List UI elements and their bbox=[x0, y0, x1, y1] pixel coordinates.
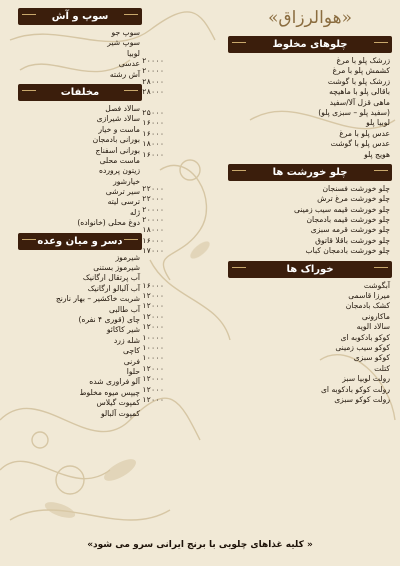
menu-item-name: آلو فراوری شده bbox=[89, 377, 140, 387]
menu-item-name: آب طالبی bbox=[109, 304, 140, 314]
menu-item-name: سوپ شیر bbox=[107, 38, 140, 48]
menu-item-row bbox=[142, 215, 392, 225]
menu-item-row bbox=[142, 353, 392, 363]
menu-item-name: باقالی پلو با ماهیچه bbox=[329, 87, 390, 97]
menu-item-row bbox=[18, 253, 142, 263]
menu-item-row bbox=[18, 156, 142, 166]
menu-item-row bbox=[142, 301, 392, 311]
menu-item-row bbox=[18, 377, 142, 387]
menu-item-price: ۱۲۰۰۰ bbox=[142, 384, 165, 394]
menu-item-row bbox=[142, 56, 392, 66]
menu-item-row bbox=[18, 409, 142, 419]
menu-item-price: ۲۲۰۰۰ bbox=[142, 183, 165, 193]
left-column bbox=[18, 4, 142, 419]
menu-item-row bbox=[18, 177, 142, 187]
section-title: چلو خورشت ها bbox=[228, 164, 392, 181]
menu-item-name: شیرموز bbox=[115, 252, 140, 262]
menu-item-price: ۲۸۰۰۰ bbox=[142, 87, 165, 97]
menu-item-name: ژله bbox=[129, 207, 140, 217]
menu-item-name: رولت کوکو بادکوبه ای bbox=[320, 384, 390, 394]
menu-item-row bbox=[18, 325, 142, 335]
menu-item-row bbox=[18, 59, 142, 69]
menu-item-price: ۱۶۰۰۰ bbox=[142, 128, 165, 138]
menu-item-price: ۲۸۰۰۰ bbox=[142, 76, 165, 86]
menu-item-row bbox=[18, 388, 142, 398]
menu-item-row bbox=[18, 187, 142, 197]
menu-item-price: ۱۷۰۰۰ bbox=[142, 246, 165, 256]
menu-item-name: چلو خورشت قیمه بادمجان bbox=[306, 215, 390, 225]
menu-item-price: ۱۰۰۰۰ bbox=[142, 353, 165, 363]
menu-item-name: ماکارونی bbox=[361, 311, 390, 321]
menu-item-row bbox=[18, 146, 142, 156]
menu-item-name: شربت خاکشیر – بهار نارنج bbox=[55, 294, 140, 304]
menu-item-row bbox=[18, 166, 142, 176]
menu-item-name: آبگوشت bbox=[363, 280, 390, 290]
menu-item-price: ۱۰۰۰۰ bbox=[142, 332, 165, 342]
menu-item-name: کاچی bbox=[123, 346, 140, 356]
menu-item-row bbox=[228, 98, 392, 108]
menu-item-row bbox=[142, 280, 392, 291]
menu-item-row bbox=[142, 149, 392, 160]
menu-item-name: آب آلبالو ارگانیک bbox=[87, 283, 140, 293]
menu-item-name: شله زرد bbox=[113, 335, 140, 345]
menu-item-price: ۱۶۰۰۰ bbox=[142, 235, 165, 245]
menu-item-name: آش رشته bbox=[109, 69, 140, 79]
menu-item-row bbox=[142, 235, 392, 246]
menu-item-price: ۲۰۰۰۰ bbox=[142, 204, 165, 214]
menu-item-name: شیر کاکائو bbox=[106, 325, 140, 335]
menu-item-price: ۲۵۰۰۰ bbox=[142, 107, 165, 117]
menu-item-name: آب پرتقال ارگانیک bbox=[82, 273, 140, 283]
menu-item-price: ۱۶۰۰۰ bbox=[142, 118, 165, 128]
right-column bbox=[142, 4, 392, 405]
menu-item-name: ماست و خیار bbox=[98, 124, 140, 134]
menu-item-name: (سفید پلو – سبزی پلو) bbox=[318, 107, 390, 117]
menu-item-price: ۱۸۰۰۰ bbox=[142, 139, 165, 149]
menu-item-name: کشمش پلو با مرغ bbox=[332, 66, 390, 76]
menu-item-name: عدس پلو با مرغ bbox=[339, 128, 390, 138]
menu-item-row bbox=[142, 66, 392, 76]
menu-item-price: ۱۲۰۰۰ bbox=[142, 301, 165, 311]
menu-item-row bbox=[142, 225, 392, 235]
menu-item-row bbox=[142, 118, 392, 128]
menu-item-name: رولت لوبیا سبز bbox=[342, 374, 390, 384]
menu-item-row bbox=[18, 38, 142, 48]
menu-item-row bbox=[142, 322, 392, 332]
menu-item-row bbox=[18, 305, 142, 315]
menu-item-name: لوبیا bbox=[127, 48, 140, 58]
menu-item-name: دوغ محلی (خانواده) bbox=[77, 218, 140, 228]
menu-item-name: چلو خورشت قرمه سبزی bbox=[310, 225, 390, 235]
section-title: خوراک ها bbox=[228, 261, 392, 278]
menu-item-name: لوبیا پلو bbox=[366, 118, 390, 128]
menu-item-price: ۱۲۰۰۰ bbox=[142, 311, 165, 321]
menu-item-name: میرزا قاسمی bbox=[348, 291, 390, 301]
menu-item-name: ترسی لیته bbox=[107, 197, 140, 207]
menu-item-name: بورانی اسفناج bbox=[95, 145, 140, 155]
menu-item-name: خیارشور bbox=[113, 176, 140, 186]
menu-item-name: زرشک پلو با گوشت bbox=[327, 76, 390, 86]
menu-title: «هوالرزاق» bbox=[268, 8, 352, 28]
menu-item-name: سوپ جو bbox=[111, 28, 140, 37]
menu-item-name: حلوا bbox=[126, 366, 140, 376]
menu-item-name: چیپس میوه مخلوط bbox=[79, 387, 140, 397]
menu-item-row bbox=[18, 294, 142, 304]
section-title: سوپ و آش bbox=[18, 8, 142, 25]
menu-item-row bbox=[18, 284, 142, 294]
menu-item-name: کوکو بادکوبه ای bbox=[340, 332, 390, 342]
menu-item-name: زرشک پلو با مرغ bbox=[336, 56, 390, 65]
menu-item-name: ماهی قزل آلا/سفید bbox=[329, 97, 390, 107]
menu-item-price: ۲۰۰۰۰ bbox=[142, 215, 165, 225]
menu-item-name: چلو خورشت قیمه سیب زمینی bbox=[293, 204, 390, 214]
menu-item-row bbox=[18, 114, 142, 124]
menu-item-name: عدسی bbox=[118, 59, 140, 69]
menu-item-price: ۱۲۰۰۰ bbox=[142, 394, 165, 404]
menu-item-row bbox=[18, 208, 142, 218]
menu-item-row bbox=[18, 104, 142, 114]
menu-item-name: کوکو سیب زمینی bbox=[335, 342, 390, 352]
menu-item-row bbox=[142, 363, 392, 374]
menu-item-row bbox=[142, 194, 392, 204]
menu-item-name: سالاد الویه bbox=[356, 322, 390, 332]
menu-item-row bbox=[142, 183, 392, 194]
section-title: چلوهای مخلوط bbox=[228, 36, 392, 53]
menu-item-row bbox=[18, 263, 142, 273]
menu-item-row bbox=[142, 139, 392, 149]
menu-item-row bbox=[18, 49, 142, 59]
menu-item-row bbox=[18, 367, 142, 377]
menu-item-price: ۱۲۰۰۰ bbox=[142, 322, 165, 332]
menu-item-name: کمپوت آلبالو bbox=[100, 408, 140, 418]
menu-item-price: ۱۰۰۰۰ bbox=[142, 342, 165, 352]
menu-item-name: کشک بادمجان bbox=[345, 301, 390, 311]
section-title: مخلفات bbox=[18, 84, 142, 101]
menu-item-name: هویج پلو bbox=[364, 149, 390, 159]
menu-item-row bbox=[18, 357, 142, 367]
menu-item-row bbox=[18, 398, 142, 408]
menu-item-row bbox=[18, 28, 142, 38]
menu-item-name: ماست محلی bbox=[99, 155, 140, 165]
menu-item-row bbox=[18, 70, 142, 80]
menu-item-price: ۱۶۰۰۰ bbox=[142, 149, 165, 159]
menu-item-row bbox=[18, 336, 142, 346]
menu-item-row bbox=[18, 315, 142, 325]
menu-item-name: سالاد فصل bbox=[105, 103, 140, 113]
menu-item-name: زیتون پرورده bbox=[99, 166, 140, 176]
menu-item-row bbox=[142, 128, 392, 139]
menu-item-price: ۱۲۰۰۰ bbox=[142, 363, 165, 373]
menu-item-row bbox=[18, 135, 142, 145]
menu-item-name: شیرموز بستنی bbox=[93, 263, 140, 273]
menu-item-name: کوکو سبزی bbox=[353, 353, 390, 363]
menu-item-name: سالاد شیرازی bbox=[96, 114, 140, 124]
menu-item-row bbox=[142, 394, 392, 405]
menu-item-row bbox=[142, 332, 392, 343]
menu-item-price: ۱۲۰۰۰ bbox=[142, 374, 165, 384]
menu-item-row bbox=[142, 246, 392, 256]
menu-item-name: چلو خورشت باقلا قاتوق bbox=[315, 235, 390, 245]
menu-item-row bbox=[142, 107, 392, 118]
footer-note: « کلیه غذاهای چلویی با برنج ایرانی سرو می شود» bbox=[87, 540, 313, 550]
menu-item-name: چلو خورشت فسنجان bbox=[322, 183, 390, 193]
menu-item-row bbox=[18, 125, 142, 135]
menu-item-price: ۱۲۰۰۰ bbox=[142, 291, 165, 301]
menu-item-price: ۱۸۰۰۰ bbox=[142, 225, 165, 235]
menu-item-name: سیر ترشی bbox=[105, 187, 140, 197]
menu-item-name: کمپوت گیلاس bbox=[96, 398, 140, 408]
menu-item-name: کتلت bbox=[374, 363, 390, 373]
menu-item-row bbox=[18, 197, 142, 207]
menu-item-name: فرنی bbox=[123, 356, 140, 366]
menu-item-name: چلو خورشت مرغ ترش bbox=[317, 194, 390, 204]
menu-item-row bbox=[142, 76, 392, 87]
menu-item-row bbox=[18, 346, 142, 356]
menu-item-price: ۲۰۰۰۰ bbox=[142, 56, 165, 65]
menu-item-row bbox=[18, 218, 142, 228]
menu-item-row bbox=[142, 291, 392, 301]
menu-item-row bbox=[142, 311, 392, 322]
menu-item-price: ۲۲۰۰۰ bbox=[142, 194, 165, 204]
menu-item-row bbox=[142, 374, 392, 384]
menu-item-row bbox=[142, 87, 392, 97]
menu-item-row bbox=[142, 204, 392, 215]
menu-item-price: ۱۶۰۰۰ bbox=[142, 280, 165, 290]
menu-item-name: چلو خورشت بادمجان کباب bbox=[305, 246, 390, 256]
menu-item-row bbox=[142, 342, 392, 353]
menu-item-name: بورانی بادمجان bbox=[92, 135, 140, 145]
menu-item-name: عدس پلو با گوشت bbox=[330, 139, 390, 149]
menu-item-row bbox=[142, 384, 392, 395]
menu-item-name: چای (قوری ۴ نفره) bbox=[78, 314, 140, 324]
menu-item-price: ۲۰۰۰۰ bbox=[142, 66, 165, 76]
menu-item-name: رولت کوکو سبزی bbox=[334, 394, 390, 404]
section-title: دسر و میان وعده bbox=[18, 233, 142, 250]
menu-item-row bbox=[18, 273, 142, 283]
